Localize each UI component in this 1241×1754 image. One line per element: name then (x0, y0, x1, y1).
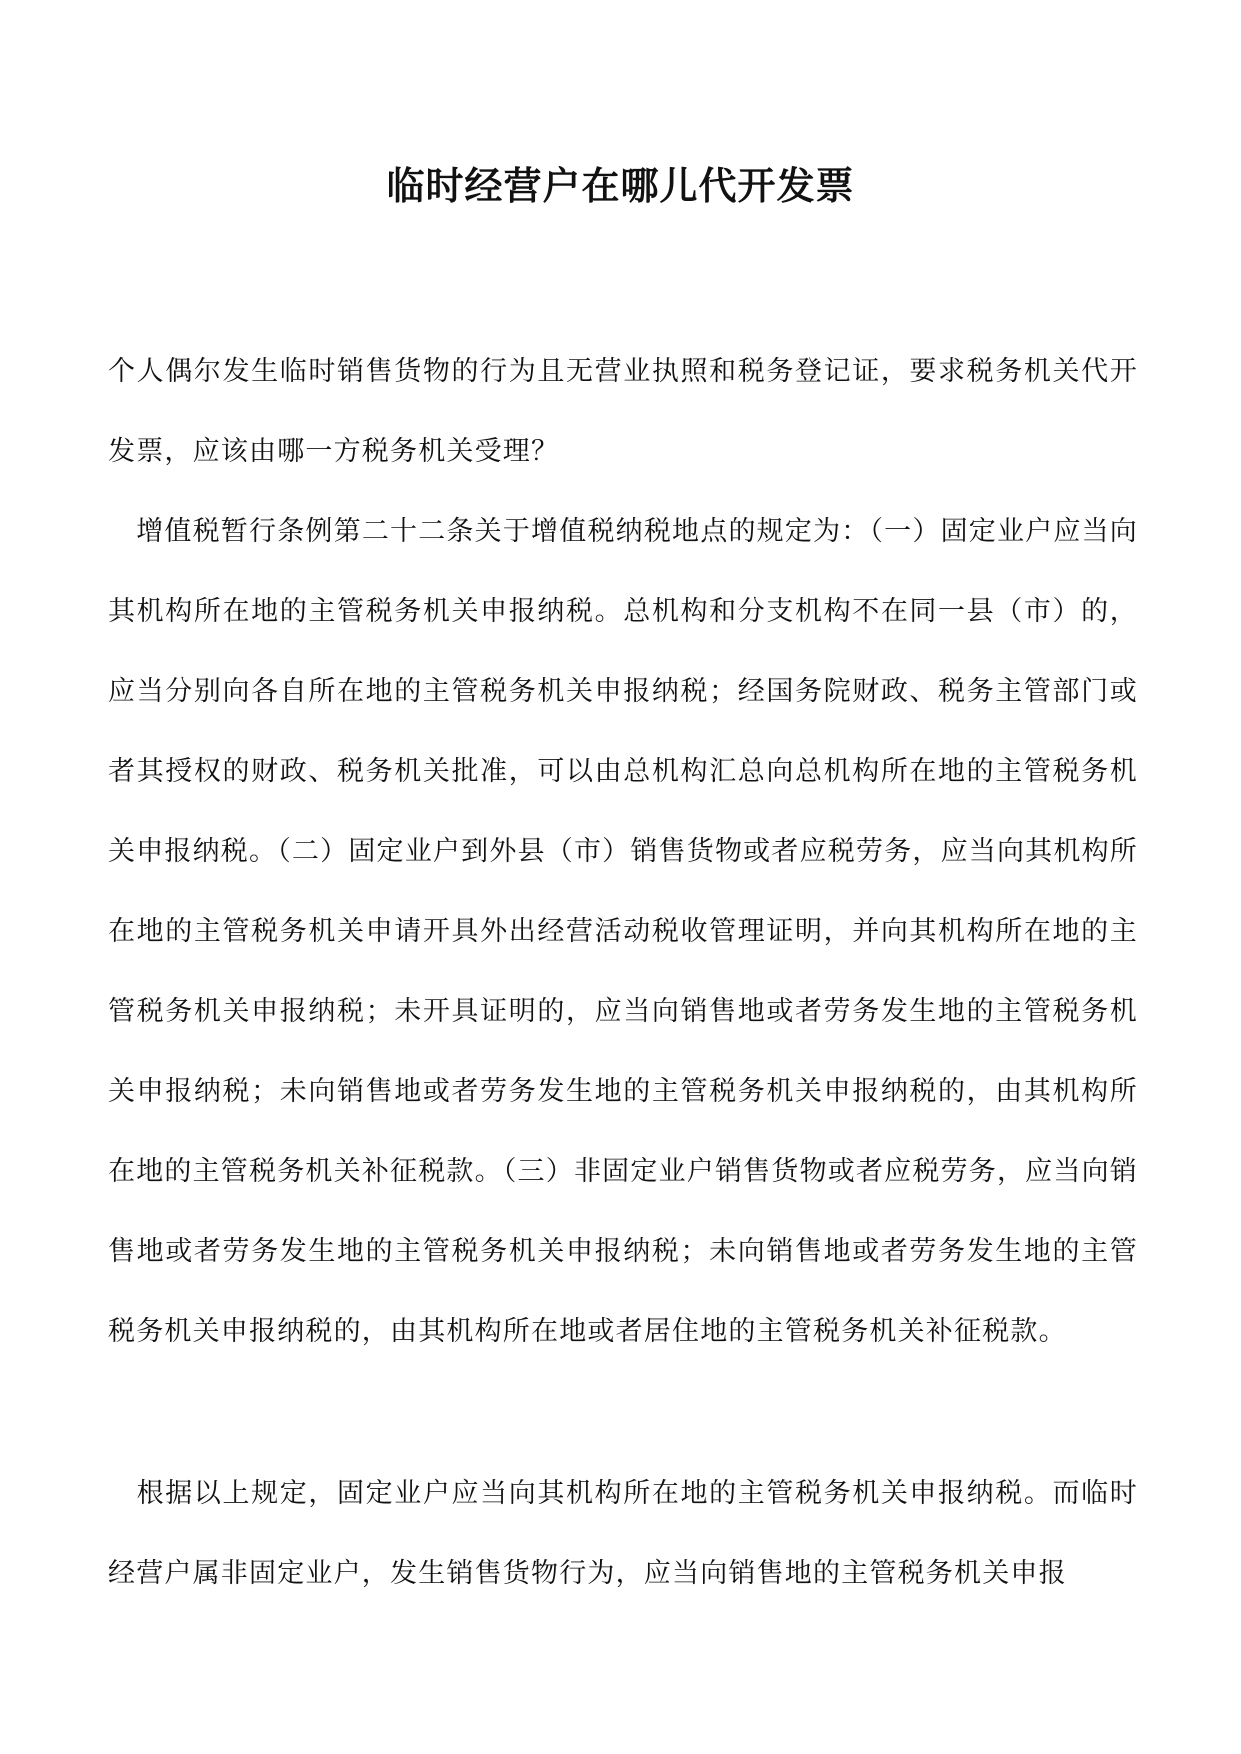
document-title: 临时经营户在哪儿代开发票 (386, 164, 855, 208)
paragraph-regulation: 增值税暂行条例第二十二条关于增值税纳税地点的规定为：（一）固定业户应当向其机构所在地的主管税务机关申报纳税。总机构和分支机构不在同一县（市）的，应当分别向各自所在地的主管税务机关申报纳税；经国务院财政、税务主管部门或者其授权的财政、税务机关批准，可以由总机构汇总向总机构所在地的主管税务机关申报纳税。（二）固定业户到外县（市）销售货物或者应税劳务，应当向其机构所在地的主管税务机关申请开具外出经营活动税收管理证明，并向其机构所在地的主管税务机关申报纳税；未开具证明的，应当向销售地或者劳务发生地的主管税务机关申报纳税；未向销售地或者劳务发生地的主管税务机关申报纳税的，由其机构所在地的主管税务机关补征税款。（三）非固定业户销售货物或者应税劳务，应当向销售地或者劳务发生地的主管税务机关申报纳税；未向销售地或者劳务发生地的主管税务机关申报纳税的，由其机构所在地或者居住地的主管税务机关补征税款。 (108, 516, 1138, 1347)
paragraph-question: 个人偶尔发生临时销售货物的行为且无营业执照和税务登记证，要求税务机关代开发票，应该由哪一方税务机关受理？ (108, 356, 1138, 467)
paragraph-conclusion: 根据以上规定，固定业户应当向其机构所在地的主管税务机关申报纳税。而临时经营户属非固定业户，发生销售货物行为，应当向销售地的主管税务机关申报 (108, 1478, 1138, 1589)
